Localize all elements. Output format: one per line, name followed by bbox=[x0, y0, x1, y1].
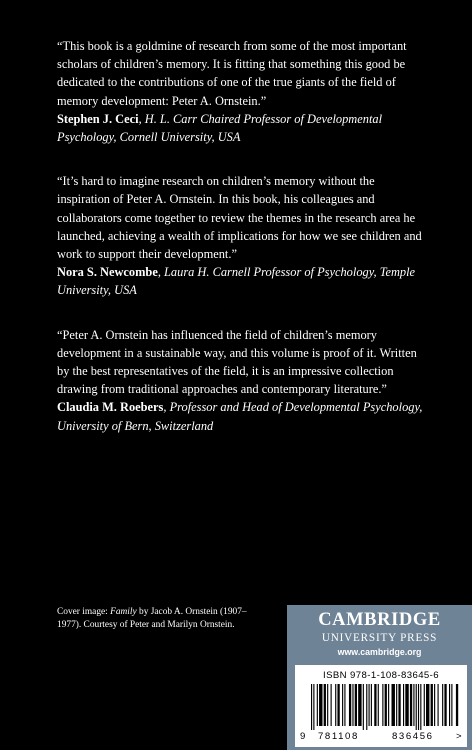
barcode-bar bbox=[431, 684, 433, 726]
publisher-name: CAMBRIDGE bbox=[318, 610, 441, 630]
quote-author-title: Professor and Head of Developmental Psychology, University of Bern, Switzerland bbox=[57, 400, 423, 433]
barcode-bar bbox=[352, 684, 353, 726]
quote-text: “This book is a goldmine of research from some of the most important scholars of children’s memory. It is fitting that something this good be dedicated to the contributions of one of the true giants of the field of memory development: Peter A. Ornstein.” bbox=[57, 39, 407, 108]
quote-text: “Peter A. Ornstein has influenced the field of children’s memory development in a sustainable way, and this volume is proof of it. Written by the best representatives of the field, it is an impressive collection drawing from traditional approaches and contemporary literature.” bbox=[57, 327, 417, 397]
endorsement-ceci bbox=[57, 37, 429, 146]
endorsement-roebers bbox=[57, 326, 429, 435]
barcode-bar bbox=[313, 684, 314, 730]
barcode-bar bbox=[434, 684, 435, 726]
barcode-bar bbox=[418, 684, 419, 730]
quote-attribution: Claudia M. Roebers, Professor and Head of Developmental Psychology, University of Bern, Switzerland bbox=[57, 400, 423, 433]
quote-attribution: Nora S. Newcombe, Laura H. Carnell Professor of Psychology, Temple University, USA bbox=[57, 265, 416, 298]
barcode-bar bbox=[337, 684, 339, 726]
barcode-bar bbox=[382, 684, 383, 726]
isbn-number: ISBN 978-1-108-83645-6 bbox=[323, 670, 439, 681]
publisher-panel bbox=[287, 605, 472, 750]
barcode-bar bbox=[451, 684, 452, 726]
barcode-bar bbox=[385, 684, 387, 726]
quote-author: Stephen J. Ceci bbox=[57, 111, 139, 126]
barcode-bar bbox=[369, 684, 370, 726]
barcode-bar bbox=[442, 684, 443, 726]
quote-author-title: H. L. Carr Chaired Professor of Developmental Psychology, Cornell University, USA bbox=[57, 111, 383, 145]
barcode-bar bbox=[366, 684, 367, 730]
barcode-bar bbox=[331, 684, 332, 726]
isbn-barcode bbox=[295, 665, 467, 747]
barcode-bar bbox=[374, 684, 376, 726]
endorsement-newcombe bbox=[57, 172, 429, 299]
credit-prefix: Cover image: bbox=[57, 607, 111, 617]
barcode-bar bbox=[317, 684, 318, 726]
barcode-bar bbox=[327, 684, 328, 726]
quote-author: Claudia M. Roebers bbox=[57, 400, 164, 415]
barcode-bar bbox=[456, 684, 458, 726]
publisher-url: www.cambridge.org bbox=[337, 647, 422, 657]
barcode-bar bbox=[396, 684, 397, 726]
barcode-left-digits: 781108 bbox=[318, 731, 359, 742]
barcode-bar bbox=[355, 684, 357, 726]
cover-image-credit bbox=[57, 606, 262, 633]
barcode-bar bbox=[413, 684, 414, 726]
barcode-bar bbox=[311, 684, 312, 730]
barcode-bar bbox=[349, 684, 351, 726]
barcode-bar bbox=[319, 684, 322, 726]
barcode-bar bbox=[405, 684, 408, 726]
barcode-right-digits: 836456 bbox=[392, 731, 434, 742]
barcode-bar bbox=[388, 684, 389, 726]
barcode-bar bbox=[344, 684, 345, 726]
credit-work-title: Family bbox=[110, 607, 137, 617]
publisher-subtitle: UNIVERSITY PRESS bbox=[321, 632, 438, 644]
barcode-bar bbox=[392, 684, 395, 726]
quote-author-title: Laura H. Carnell Professor of Psychology, Temple University, USA bbox=[57, 265, 416, 298]
barcode-bars bbox=[309, 684, 459, 730]
barcode-arrow: > bbox=[456, 731, 462, 742]
barcode-bar bbox=[410, 684, 412, 726]
endorsements bbox=[57, 37, 429, 461]
barcode-bar bbox=[335, 684, 336, 726]
barcode-bar bbox=[426, 684, 429, 726]
barcode-bar bbox=[403, 684, 404, 726]
credit-rest: by Jacob A. Ornstein (1907–1977). Courtesy of Peter and Marilyn Ornstein. bbox=[57, 607, 247, 631]
barcode-bar bbox=[424, 684, 425, 726]
barcode-bar bbox=[416, 684, 417, 730]
barcode-lead-digit: 9 bbox=[300, 731, 306, 742]
barcode-bar bbox=[363, 684, 364, 730]
barcode-bar bbox=[371, 684, 372, 726]
quote-text: “It’s hard to imagine research on children’s memory without the inspiration of Peter A. Ornstein. In this book, his colleagues and collaborators come together to review the themes in the research area he launched, achieving a wealth of implications for how we see children and work to support their development.” bbox=[57, 174, 422, 262]
barcode-bar bbox=[438, 684, 439, 726]
barcode-bar bbox=[449, 684, 450, 726]
quote-author: Nora S. Newcombe bbox=[57, 265, 158, 280]
quote-attribution: Stephen J. Ceci, H. L. Carr Chaired Professor of Developmental Psychology, Cornell University, USA bbox=[57, 111, 383, 145]
barcode-bar bbox=[444, 684, 446, 726]
barcode-bar bbox=[398, 684, 400, 726]
barcode-bar bbox=[342, 684, 343, 726]
barcode-bar bbox=[378, 684, 379, 726]
barcode-bar bbox=[324, 684, 326, 726]
barcode-bar bbox=[420, 684, 421, 730]
barcode-bar bbox=[358, 684, 361, 726]
